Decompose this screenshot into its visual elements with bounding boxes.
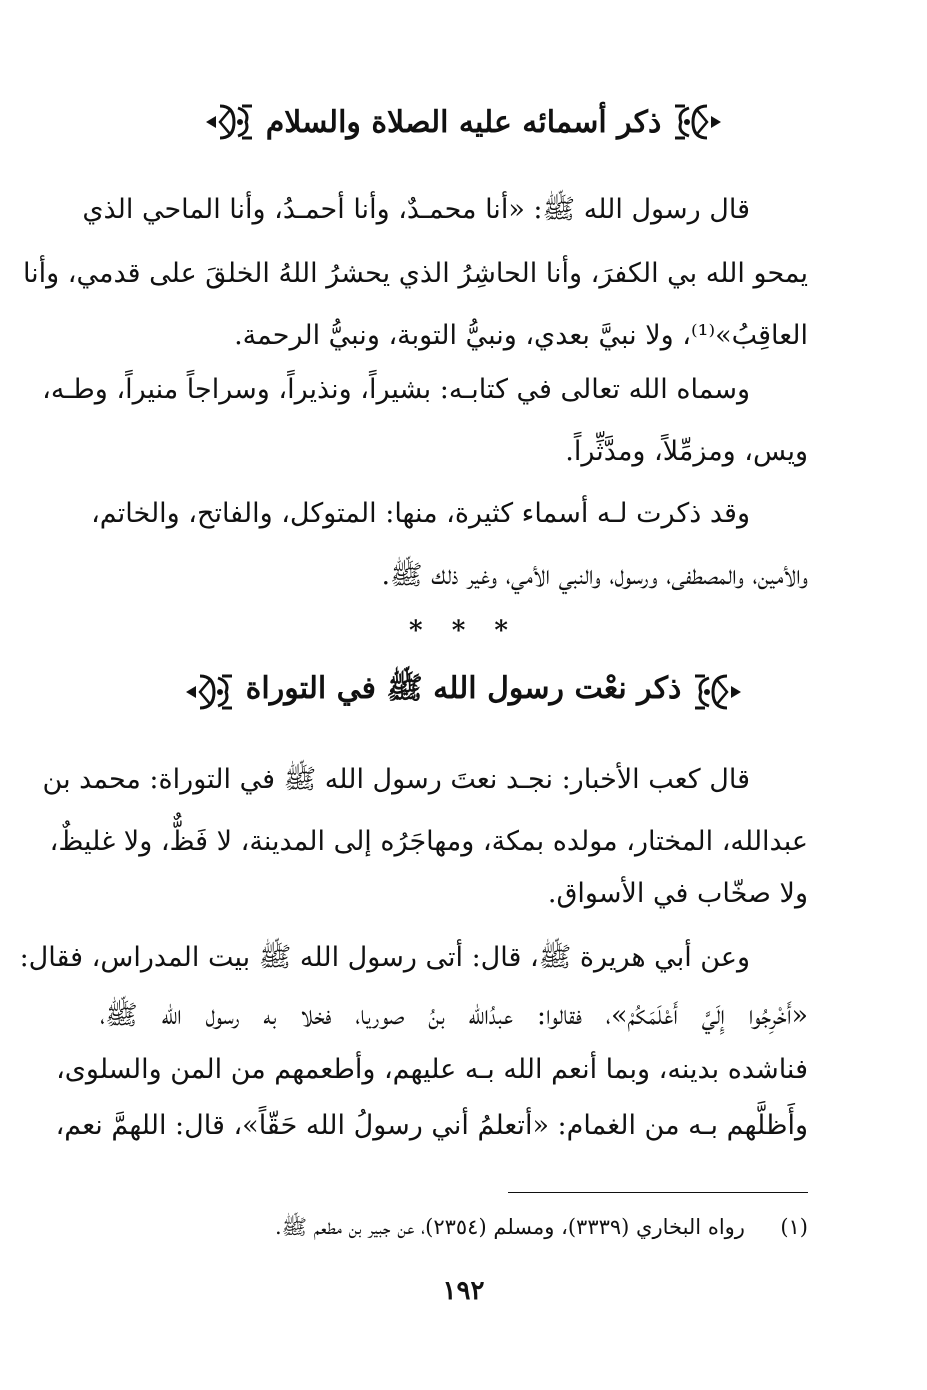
paragraph-line: عبدالله، المختار، مولده بمكة، ومهاجَرُه إلى المدينة، لا فَظٌّ، ولا غليظٌ، [49, 826, 808, 857]
ornament-left-icon [182, 672, 240, 712]
paragraph-line: يمحو الله بي الكفرَ، وأنا الحاشِرُ الذي يحشرُ اللهُ الخلقَ على قدمي، وأنا [22, 258, 808, 289]
paragraph-line: ويس، ومزمِّلاً، ومدَّثِّراً. [565, 436, 808, 467]
heading-title: ذكر نعْت رسول الله ﷺ في التوراة [245, 671, 682, 706]
section-heading [0, 102, 927, 142]
footnote-divider [508, 1192, 808, 1193]
section-heading [0, 670, 927, 713]
footnote-text: رواه البخاري (٣٣٣٩)، ومسلم (٢٣٥٤)، عن جبير بن مطعم ﷺ. [274, 1215, 745, 1239]
footnote-number: (١) [780, 1215, 808, 1239]
section-separator: * * * [409, 616, 518, 646]
ornament-right-icon [667, 102, 725, 142]
paragraph-line: وعن أبي هريرة ﷺ، قال: أتى رسول الله ﷺ بيت المدراس، فقال: [19, 942, 750, 973]
page-number: ١٩٢ [442, 1276, 485, 1306]
paragraph-line: العاقِبُ»⁽¹⁾، ولا نبيَّ بعدي، ونبيُّ التوبة، ونبيُّ الرحمة. [234, 320, 808, 351]
paragraph-line: وسماه الله تعالى في كتابـه: بشيراً، ونذيراً، وسراجاً منيراً، وطـه، [42, 374, 750, 405]
paragraph-line: ولا صخّاب في الأسواق. [547, 878, 808, 909]
paragraph-line: «أَخْرِجُوا إِلَيَّ أَعْلَمَكُمْ»، فقالوا: عبدُالله بنُ صوريا، فخلا به رسول الله ﷺ، [100, 1000, 808, 1031]
paragraph-line: قال رسول الله ﷺ: «أنا محمـدٌ، وأنا أحمـدُ، وأنا الماحي الذي [82, 194, 750, 225]
ornament-right-icon [687, 672, 745, 712]
paragraph-line: فناشده بدينه، وبما أنعم الله بـه عليهم، وأطعمهم من المن والسلوى، [56, 1054, 808, 1085]
footnote [100, 1210, 808, 1244]
paragraph-line: والأمين، والمصطفى، ورسول، والنبي الأمي، وغير ذلك ﷺ. [381, 560, 808, 591]
heading-title: ذكر أسمائه عليه الصلاة والسلام [265, 104, 662, 140]
paragraph-line: قال كعب الأخبار: نجـد نعتَ رسول الله ﷺ في التوراة: محمد بن [42, 764, 750, 795]
paragraph-line: وأَظلَّهم بـه من الغمام: «أتعلمُ أني رسولُ الله حَقّاً»، قال: اللهمَّ نعم، [55, 1110, 808, 1141]
paragraph-line: وقد ذكرت لـه أسماء كثيرة، منها: المتوكل، والفاتح، والخاتم، [91, 498, 750, 529]
ornament-left-icon [202, 102, 260, 142]
